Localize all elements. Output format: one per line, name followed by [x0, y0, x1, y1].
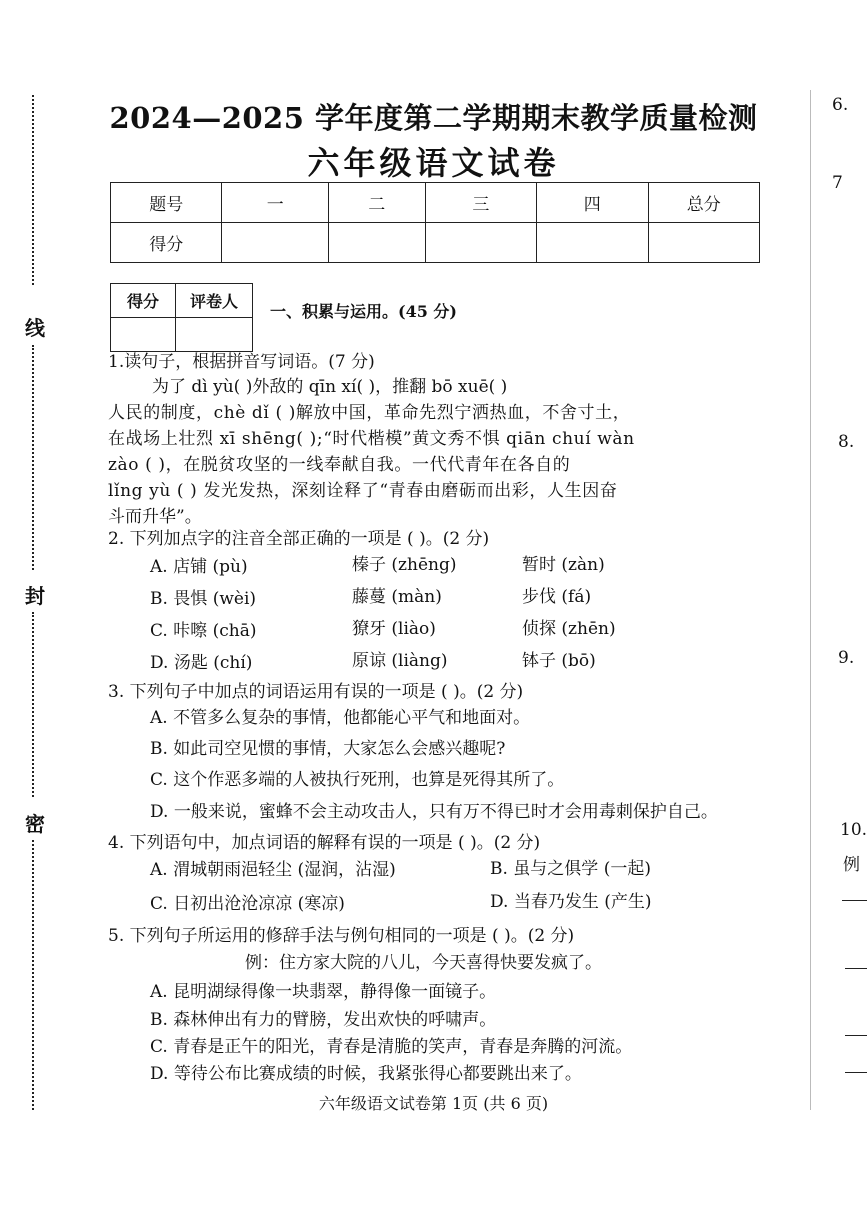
question-2-option: 侦探 (zhēn) — [522, 619, 616, 639]
question-2-option: 藤蔓 (màn) — [352, 587, 442, 607]
question-5-title: 5. 下列句子所运用的修辞手法与例句相同的一项是 ( )。(2 分) — [108, 926, 575, 946]
binding-label-mi: 密 — [25, 812, 45, 836]
question-2-option: 钵子 (bō) — [522, 651, 596, 671]
question-1-line: 人民的制度，chè dǐ ( )解放中国，革命先烈宁洒热血，不舍寸土， — [108, 403, 631, 423]
next-page-question-number: 7 — [832, 173, 843, 193]
binding-label-feng: 封 — [25, 584, 45, 608]
answer-line — [842, 900, 867, 901]
score-header: 总分 — [648, 183, 759, 223]
score-cell[interactable] — [648, 223, 759, 263]
question-2-option[interactable]: C. 咔嚓 (chā) — [150, 621, 257, 641]
question-2-option: 原谅 (liàng) — [352, 651, 448, 671]
question-4-option[interactable]: C. 日初出沧沧凉凉 (寒凉) — [150, 894, 345, 914]
exam-subtitle: 六年级语文试卷 — [307, 144, 560, 182]
answer-line — [845, 1072, 867, 1073]
grader-score-label: 得分 — [111, 284, 176, 318]
next-page-question-number: 10. — [840, 820, 867, 840]
question-1-line: 为了 dì yù( )外敌的 qīn xí( )，推翻 bō xuē( ) — [152, 377, 508, 397]
question-1-line: 斗而升华”。 — [108, 507, 202, 527]
next-page-question-number: 8. — [838, 432, 855, 452]
question-2-option[interactable]: B. 畏惧 (wèi) — [150, 589, 257, 609]
question-3-title: 3. 下列句子中加点的词语运用有误的一项是 ( )。(2 分) — [108, 682, 524, 702]
question-5-option[interactable]: B. 森林伸出有力的臂膀，发出欢快的呼啸声。 — [150, 1010, 497, 1030]
answer-line — [845, 968, 867, 969]
question-3-option[interactable]: C. 这个作恶多端的人被执行死刑，也算是死得其所了。 — [150, 770, 565, 790]
question-5-option[interactable]: D. 等待公布比赛成绩的时候，我紧张得心都要跳出来了。 — [150, 1064, 582, 1084]
binding-dotted-line — [32, 612, 34, 797]
score-row-label: 得分 — [111, 223, 222, 263]
question-2-option: 榛子 (zhēng) — [352, 555, 457, 575]
question-2-title: 2. 下列加点字的注音全部正确的一项是 ( )。(2 分) — [108, 529, 490, 549]
question-2-option[interactable]: D. 汤匙 (chí) — [150, 653, 253, 673]
score-header: 二 — [328, 183, 425, 223]
question-2-option: 獠牙 (liào) — [352, 619, 436, 639]
page-footer: 六年级语文试卷第 1页 (共 6 页) — [318, 1094, 549, 1113]
question-1-line: 在战场上壮烈 xī shēng( );“时代楷模”黄文秀不惧 qiān chuí wàn — [108, 429, 635, 449]
next-page-question-number: 9. — [838, 648, 855, 668]
score-cell[interactable] — [328, 223, 425, 263]
next-page-question-number: 6. — [832, 95, 849, 115]
page-divider — [810, 90, 811, 1110]
binding-dotted-line — [32, 840, 34, 1110]
score-header: 题号 — [111, 183, 222, 223]
question-4-option[interactable]: A. 渭城朝雨浥轻尘 (湿润，沾湿) — [150, 860, 396, 880]
question-2-option: 暂时 (zàn) — [522, 555, 605, 575]
question-4-option[interactable]: B. 虽与之俱学 (一起) — [490, 859, 651, 879]
question-1-title: 1.读句子，根据拼音写词语。(7 分) — [108, 352, 375, 372]
question-4-option[interactable]: D. 当春乃发生 (产生) — [490, 892, 652, 912]
binding-dotted-line — [32, 345, 34, 570]
question-4-title: 4. 下列语句中，加点词语的解释有误的一项是 ( )。(2 分) — [108, 833, 541, 853]
question-3-option[interactable]: D. 一般来说，蜜蜂不会主动攻击人，只有万不得已时才会用毒刺保护自己。 — [150, 802, 718, 822]
exam-title: 2024—2025 学年度第二学期期末教学质量检测 — [109, 101, 758, 135]
grader-score-cell[interactable] — [111, 318, 176, 352]
grader-table — [110, 283, 253, 352]
question-2-option[interactable]: A. 店铺 (pù) — [150, 557, 248, 577]
score-header: 一 — [222, 183, 329, 223]
question-1-line: zào ( )，在脱贫攻坚的一线奉献自我。一代代青年在各自的 — [108, 455, 571, 475]
question-5-option[interactable]: C. 青春是正午的阳光，青春是清脆的笑声，青春是奔腾的河流。 — [150, 1037, 633, 1057]
score-cell[interactable] — [537, 223, 648, 263]
grader-name-cell[interactable] — [176, 318, 253, 352]
question-2-option: 步伐 (fá) — [522, 587, 592, 607]
answer-line — [845, 1035, 867, 1036]
next-page-label: 例 — [843, 855, 860, 875]
binding-label-xian: 线 — [25, 316, 45, 340]
question-3-option[interactable]: B. 如此司空见惯的事情，大家怎么会感兴趣呢? — [150, 739, 506, 759]
grader-name-label: 评卷人 — [176, 284, 253, 318]
question-5-example: 例：住方家大院的八儿，今天喜得快要发疯了。 — [245, 953, 602, 973]
question-3-option[interactable]: A. 不管多么复杂的事情，他都能心平气和地面对。 — [150, 708, 531, 728]
section-heading: 一、积累与运用。(45 分) — [270, 302, 457, 321]
question-1-line: lǐng yù ( ) 发光发热，深刻诠释了“青春由磨砺而出彩，人生因奋 — [108, 481, 618, 501]
score-cell[interactable] — [222, 223, 329, 263]
score-table — [110, 182, 760, 263]
score-cell[interactable] — [425, 223, 536, 263]
question-5-option[interactable]: A. 昆明湖绿得像一块翡翠，静得像一面镜子。 — [150, 982, 497, 1002]
score-header: 三 — [425, 183, 536, 223]
score-header: 四 — [537, 183, 648, 223]
